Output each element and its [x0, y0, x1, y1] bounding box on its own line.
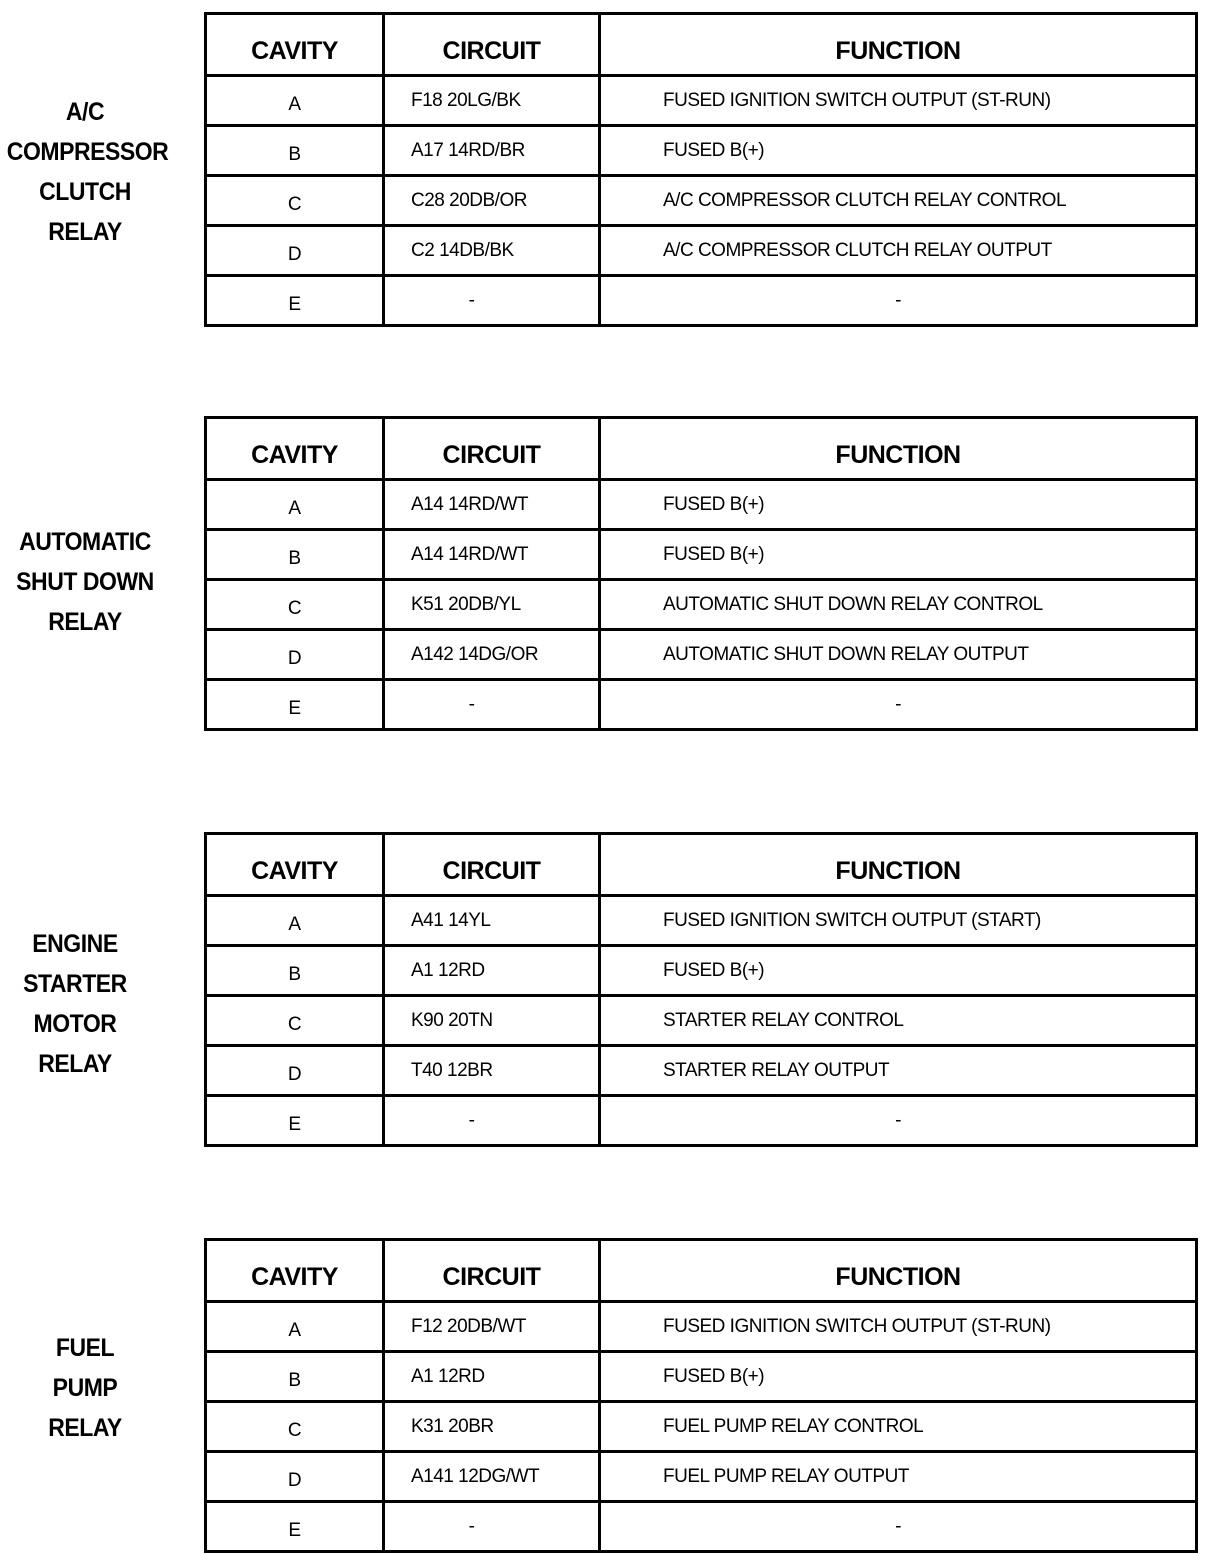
relay-name-line: AUTOMATIC	[19, 528, 151, 556]
relay-name	[7, 522, 163, 642]
cavity-cell: E	[207, 277, 385, 324]
function-cell: FUSED IGNITION SWITCH OUTPUT (ST-RUN)	[663, 1315, 1051, 1337]
cavity-cell: C	[207, 581, 385, 628]
table-row	[207, 274, 1195, 324]
cavity-cell: A	[207, 77, 385, 124]
pin-table	[204, 832, 1198, 1147]
relay-name	[6, 924, 144, 1084]
table-row	[207, 478, 1195, 528]
relay-name-line: ENGINE	[32, 930, 118, 958]
table-row	[207, 894, 1195, 944]
relay-name	[6, 92, 169, 252]
function-cell: FUSED B(+)	[663, 959, 765, 981]
column-header-cavity: CAVITY	[207, 1241, 385, 1300]
cavity-cell: E	[207, 681, 385, 728]
function-cell: FUEL PUMP RELAY OUTPUT	[663, 1465, 909, 1487]
cavity-cell: A	[207, 481, 385, 528]
function-cell: AUTOMATIC SHUT DOWN RELAY CONTROL	[663, 593, 1043, 615]
column-header-function: FUNCTION	[835, 857, 961, 885]
circuit-cell: -	[385, 1097, 601, 1144]
relay-name-line: RELAY	[48, 218, 122, 246]
function-cell: -	[895, 289, 901, 311]
column-header-function: FUNCTION	[835, 37, 961, 65]
circuit-cell: A41 14YL	[385, 897, 601, 944]
pin-table	[204, 416, 1198, 731]
column-header-circuit: CIRCUIT	[385, 419, 601, 478]
circuit-cell: K90 20TN	[385, 997, 601, 1044]
circuit-cell: C2 14DB/BK	[385, 227, 601, 274]
column-header-cavity: CAVITY	[207, 835, 385, 894]
function-cell: AUTOMATIC SHUT DOWN RELAY OUTPUT	[663, 643, 1029, 665]
table-row	[207, 528, 1195, 578]
circuit-cell: K31 20BR	[385, 1403, 601, 1450]
cavity-cell: D	[207, 1453, 385, 1500]
function-cell: FUSED IGNITION SWITCH OUTPUT (START)	[663, 909, 1041, 931]
table-row	[207, 628, 1195, 678]
cavity-cell: E	[207, 1097, 385, 1144]
column-header-circuit: CIRCUIT	[385, 1241, 601, 1300]
table-row	[207, 224, 1195, 274]
function-cell: STARTER RELAY CONTROL	[663, 1009, 904, 1031]
relay-name-line: RELAY	[38, 1050, 112, 1078]
table-row	[207, 74, 1195, 124]
table-row	[207, 1094, 1195, 1144]
function-cell: STARTER RELAY OUTPUT	[663, 1059, 890, 1081]
cavity-cell: A	[207, 897, 385, 944]
table-header-row	[207, 419, 1195, 478]
function-cell: -	[895, 693, 901, 715]
table-row	[207, 1400, 1195, 1450]
cavity-cell: B	[207, 947, 385, 994]
relay-name-line: PUMP	[52, 1374, 118, 1402]
circuit-cell: F12 20DB/WT	[385, 1303, 601, 1350]
table-header-row	[207, 1241, 1195, 1300]
circuit-cell: A1 12RD	[385, 1353, 601, 1400]
circuit-cell: F18 20LG/BK	[385, 77, 601, 124]
table-row	[207, 1500, 1195, 1550]
table-row	[207, 124, 1195, 174]
cavity-cell: C	[207, 177, 385, 224]
column-header-function: FUNCTION	[835, 1263, 961, 1291]
circuit-cell: -	[385, 1503, 601, 1550]
function-cell: FUSED IGNITION SWITCH OUTPUT (ST-RUN)	[663, 89, 1051, 111]
relay-name-line: SHUT DOWN	[16, 568, 154, 596]
circuit-cell: A14 14RD/WT	[385, 481, 601, 528]
circuit-cell: -	[385, 277, 601, 324]
cavity-cell: E	[207, 1503, 385, 1550]
table-row	[207, 174, 1195, 224]
column-header-circuit: CIRCUIT	[385, 835, 601, 894]
cavity-cell: C	[207, 1403, 385, 1450]
function-cell: FUSED B(+)	[663, 139, 765, 161]
circuit-cell: A14 14RD/WT	[385, 531, 601, 578]
relay-name-line: A/C	[65, 98, 105, 126]
cavity-cell: D	[207, 227, 385, 274]
function-cell: A/C COMPRESSOR CLUTCH RELAY CONTROL	[663, 189, 1067, 211]
table-row	[207, 1300, 1195, 1350]
cavity-cell: B	[207, 127, 385, 174]
function-cell: FUEL PUMP RELAY CONTROL	[663, 1415, 924, 1437]
table-row	[207, 994, 1195, 1044]
column-header-cavity: CAVITY	[207, 419, 385, 478]
pin-table	[204, 12, 1198, 327]
relay-name	[7, 1328, 163, 1448]
circuit-cell: A141 12DG/WT	[385, 1453, 601, 1500]
circuit-cell: A1 12RD	[385, 947, 601, 994]
table-row	[207, 578, 1195, 628]
column-header-circuit: CIRCUIT	[385, 15, 601, 74]
function-cell: FUSED B(+)	[663, 1365, 765, 1387]
relay-name-line: FUEL	[55, 1334, 115, 1362]
cavity-cell: D	[207, 1047, 385, 1094]
pin-table	[204, 1238, 1198, 1553]
circuit-cell: T40 12BR	[385, 1047, 601, 1094]
relay-name-line: MOTOR	[33, 1010, 117, 1038]
relay-name-line: STARTER	[23, 970, 127, 998]
function-cell: A/C COMPRESSOR CLUTCH RELAY OUTPUT	[663, 239, 1052, 261]
function-cell: -	[895, 1515, 901, 1537]
table-row	[207, 1044, 1195, 1094]
circuit-cell: A142 14DG/OR	[385, 631, 601, 678]
column-header-function: FUNCTION	[835, 441, 961, 469]
relay-name-line: CLUTCH	[39, 178, 131, 206]
table-header-row	[207, 835, 1195, 894]
circuit-cell: -	[385, 681, 601, 728]
table-row	[207, 944, 1195, 994]
table-row	[207, 678, 1195, 728]
table-header-row	[207, 15, 1195, 74]
relay-name-line: COMPRESSOR	[6, 138, 169, 166]
function-cell: FUSED B(+)	[663, 493, 765, 515]
relay-name-line: RELAY	[48, 1414, 122, 1442]
cavity-cell: B	[207, 1353, 385, 1400]
column-header-cavity: CAVITY	[207, 15, 385, 74]
circuit-cell: A17 14RD/BR	[385, 127, 601, 174]
cavity-cell: B	[207, 531, 385, 578]
table-row	[207, 1350, 1195, 1400]
function-cell: FUSED B(+)	[663, 543, 765, 565]
function-cell: -	[895, 1109, 901, 1131]
relay-name-line: RELAY	[48, 608, 122, 636]
table-row	[207, 1450, 1195, 1500]
cavity-cell: C	[207, 997, 385, 1044]
cavity-cell: A	[207, 1303, 385, 1350]
circuit-cell: C28 20DB/OR	[385, 177, 601, 224]
cavity-cell: D	[207, 631, 385, 678]
circuit-cell: K51 20DB/YL	[385, 581, 601, 628]
